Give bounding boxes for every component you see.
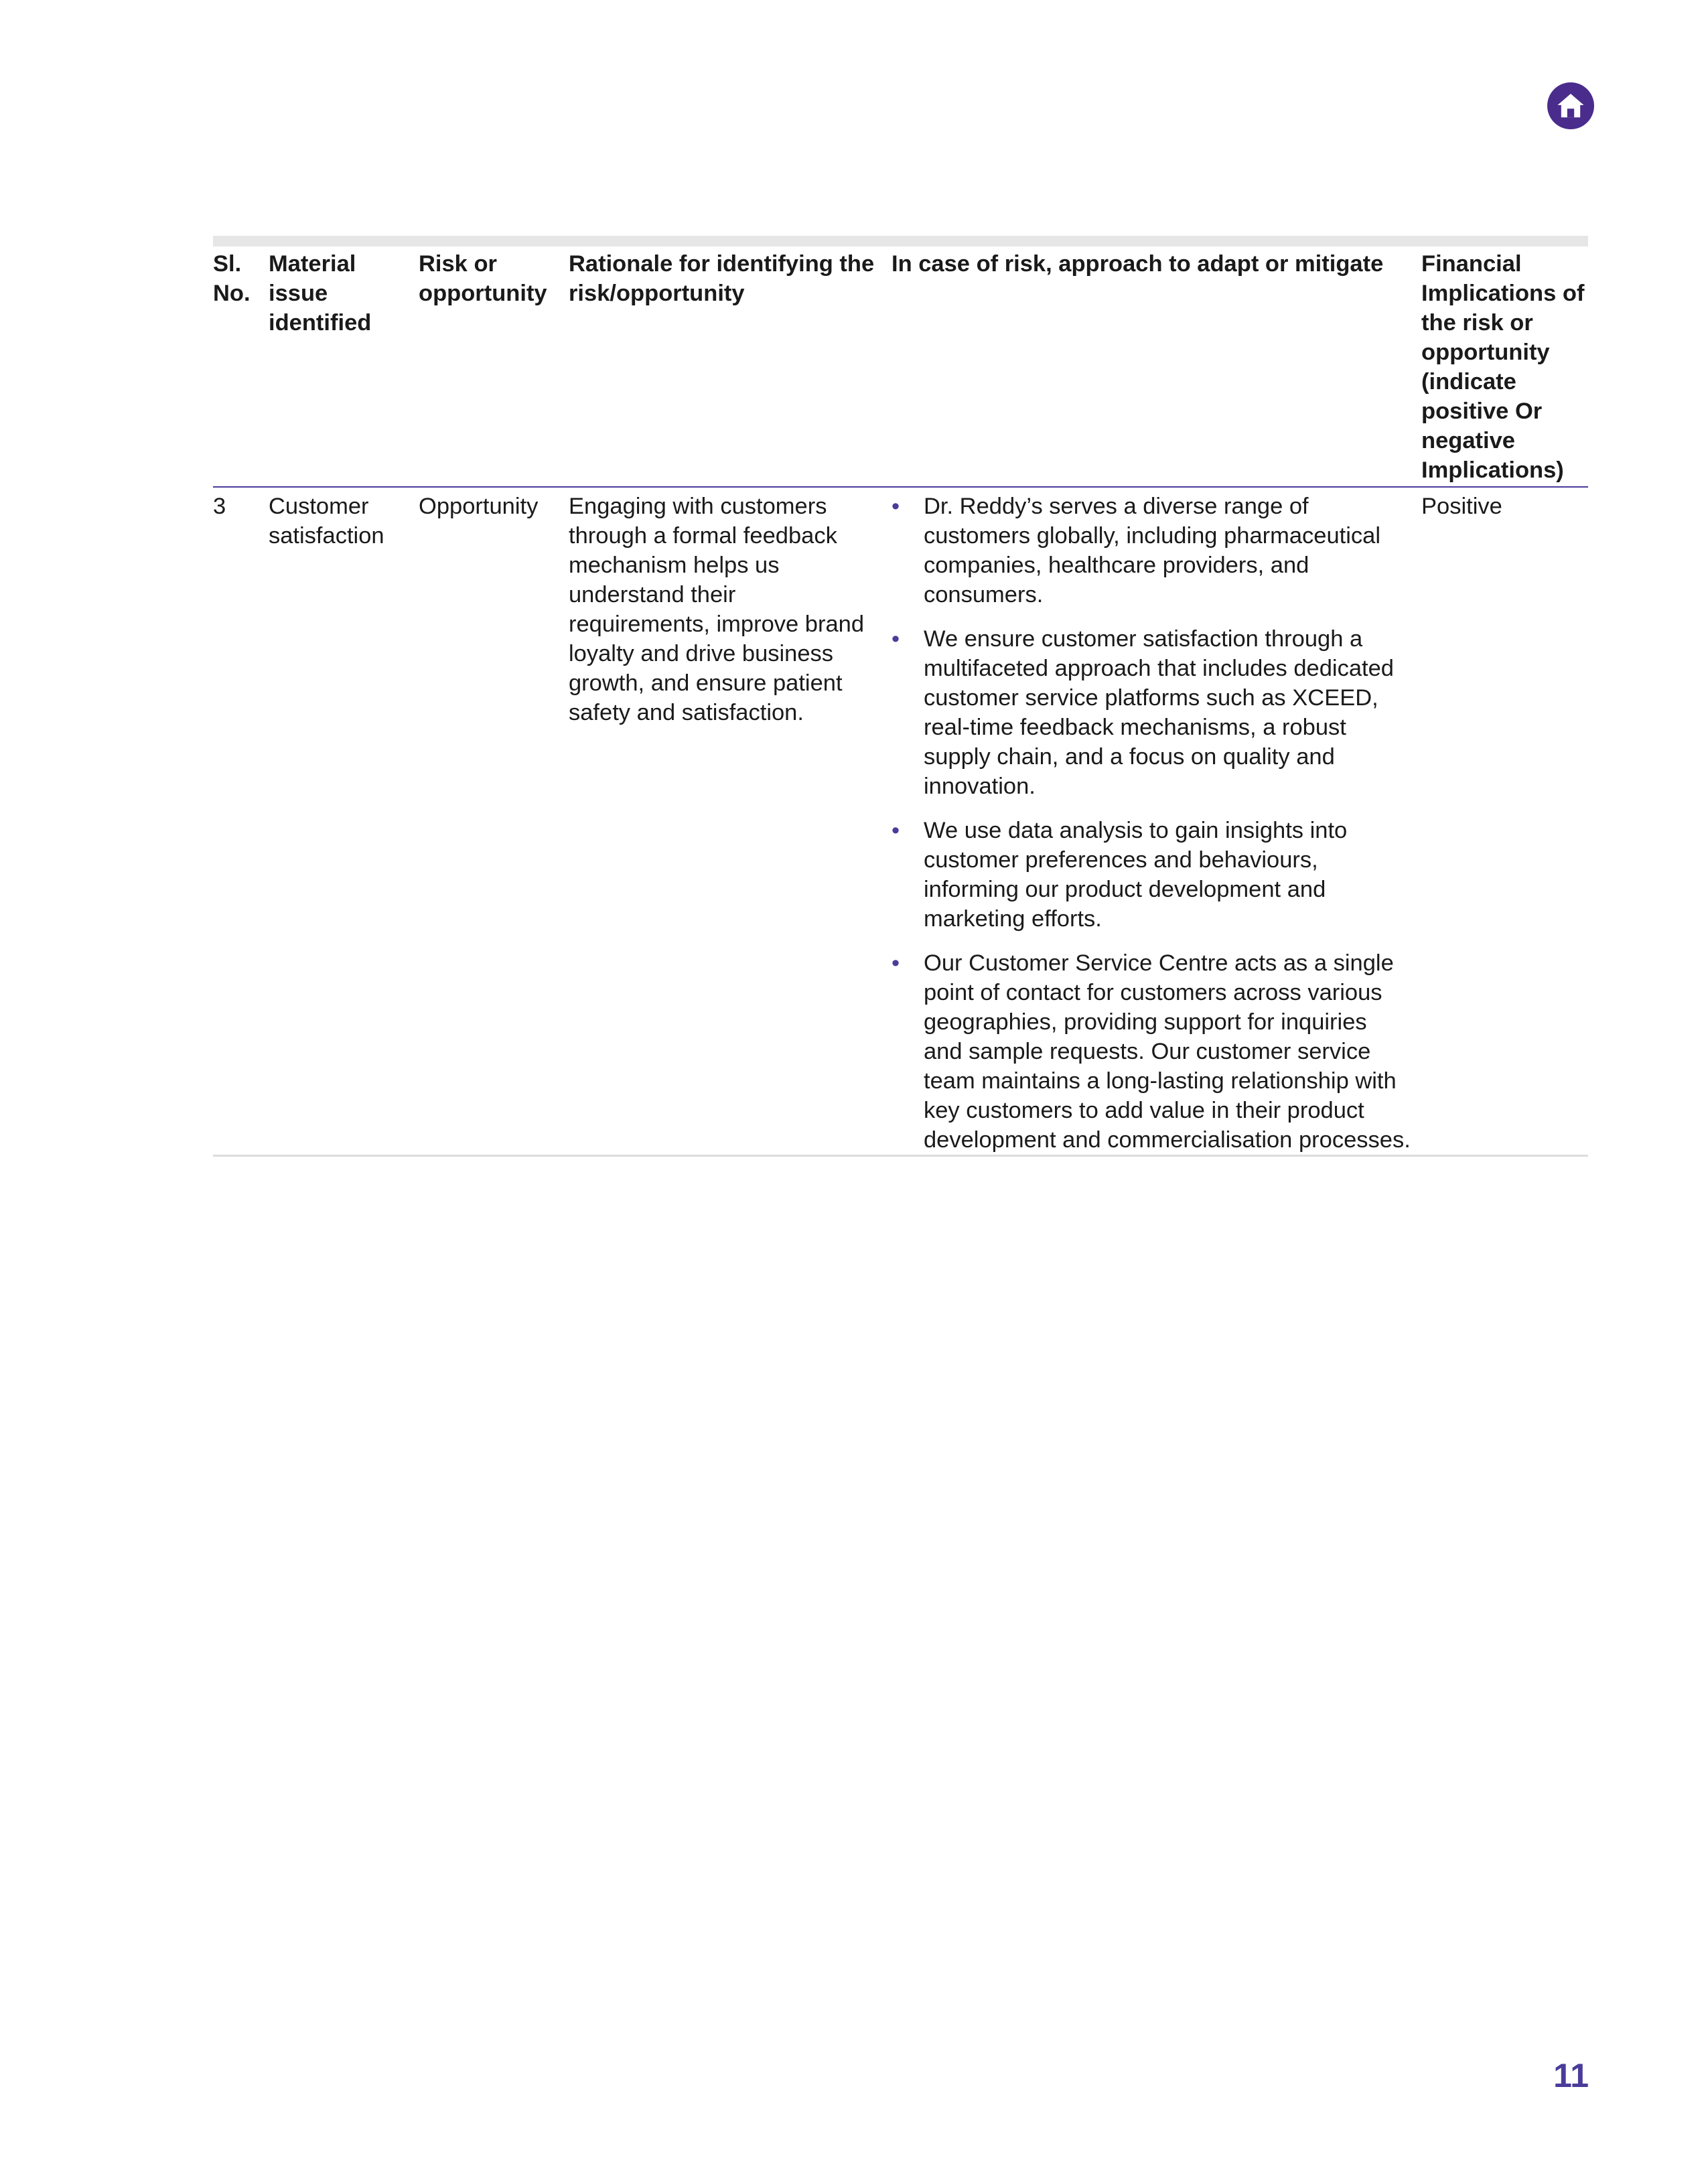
page-number: 11 (1553, 2057, 1589, 2094)
risk-opportunity-table (213, 246, 1588, 1157)
header-approach: In case of risk, approach to adapt or mitigate (892, 246, 1421, 487)
home-button[interactable] (1547, 82, 1594, 129)
header-material-issue: Material issue identified (269, 246, 419, 487)
header-sl-no: Sl. No. (213, 246, 269, 487)
cell-rationale: Engaging with customers through a formal feedback mechanism helps us understand their requirements, improve brand loyalty and drive business growth, and ensure patient safety and satisfaction. (569, 487, 892, 1156)
cell-material-issue: Customer satisfaction (269, 487, 419, 1156)
header-risk-or-opportunity: Risk or opportunity (419, 246, 569, 487)
approach-list (892, 492, 1411, 1155)
approach-point: • We use data analysis to gain insights into customer preferences and behaviours, informing our product development and marketing efforts. (892, 816, 1411, 934)
cell-risk-or-opportunity: Opportunity (419, 487, 569, 1156)
cell-sl-no: 3 (213, 487, 269, 1156)
home-icon (1555, 90, 1586, 121)
header-financial-implications: Financial Implications of the risk or opportunity (indicate positive Or negative Implications) (1421, 246, 1588, 487)
table-row (213, 487, 1588, 1156)
table-top-bar (213, 236, 1588, 246)
approach-point: • Our Customer Service Centre acts as a single point of contact for customers across various geographies, providing support for inquiries and sample requests. Our customer service team maintains a long-lasting relationship with key customers to add value in their product development and commercialisation processes. (892, 948, 1411, 1155)
table-header-row (213, 246, 1588, 487)
approach-point: • We ensure customer satisfaction through a multifaceted approach that includes dedicated customer service platforms such as XCEED, real-time feedback mechanisms, a robust supply chain, and a focus on quality and innovation. (892, 624, 1411, 801)
cell-financial-implications: Positive (1421, 487, 1588, 1156)
cell-approach (892, 487, 1421, 1156)
approach-point: • Dr. Reddy’s serves a diverse range of customers globally, including pharmaceutical companies, healthcare providers, and consumers. (892, 492, 1411, 609)
header-rationale: Rationale for identifying the risk/opportunity (569, 246, 892, 487)
